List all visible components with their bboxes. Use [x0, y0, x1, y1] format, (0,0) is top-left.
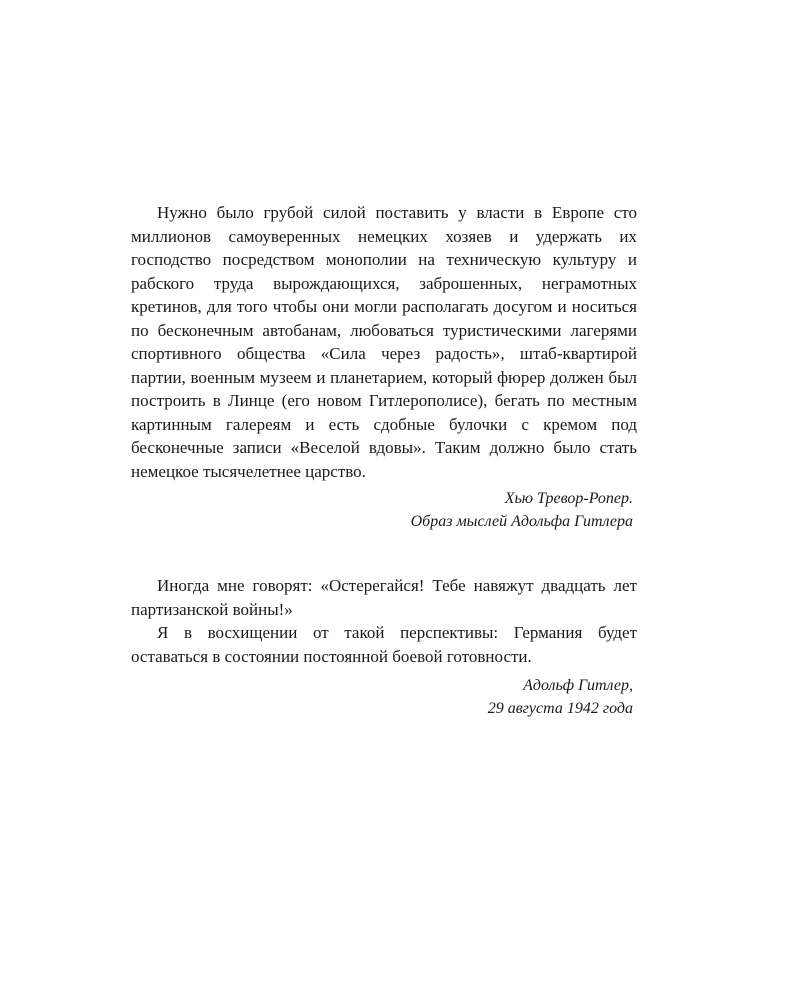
epigraph-attribution	[131, 674, 637, 720]
epigraph-paragraph: Я в восхищении от такой перспективы: Германия будет оставаться в состоянии постоянной боевой готовности.	[131, 623, 637, 666]
attribution-source: 29 августа 1942 года	[487, 700, 633, 717]
attribution-author: Адольф Гитлер,	[523, 677, 633, 694]
attribution-author: Хью Тревор-Ропер.	[504, 490, 633, 507]
attribution-source: Образ мыслей Адольфа Гитлера	[410, 513, 633, 530]
epigraph-paragraph: Нужно было грубой силой поставить у власти в Европе сто миллионов самоуверенных немецких хозяев и удержать их господство посредством монополии на техническую культуру и рабского труда вырождающихся, заброшенных, неграмотных кретинов, для того чтобы они могли располагать досугом и носиться по бесконечным автобанам, любоваться туристическими лагерями спортивного общества «Сила через радость», штаб-квартирой партии, военным музеем и планетарием, который фюрер должен был построить в Линце (его новом Гитлерополисе), бегать по местным картинным галереям и есть сдобные булочки с кремом под бесконечные записи «Веселой вдовы». Таким должно было стать немецкое тысячелетнее царство.	[131, 203, 637, 481]
epigraph-paragraph: Иногда мне говорят: «Остерегайся! Тебе навяжут двадцать лет партизанской войны!»	[131, 576, 637, 619]
epigraph-trevor-roper	[131, 201, 637, 533]
epigraph-attribution	[131, 487, 637, 533]
epigraph-hitler	[131, 574, 637, 720]
